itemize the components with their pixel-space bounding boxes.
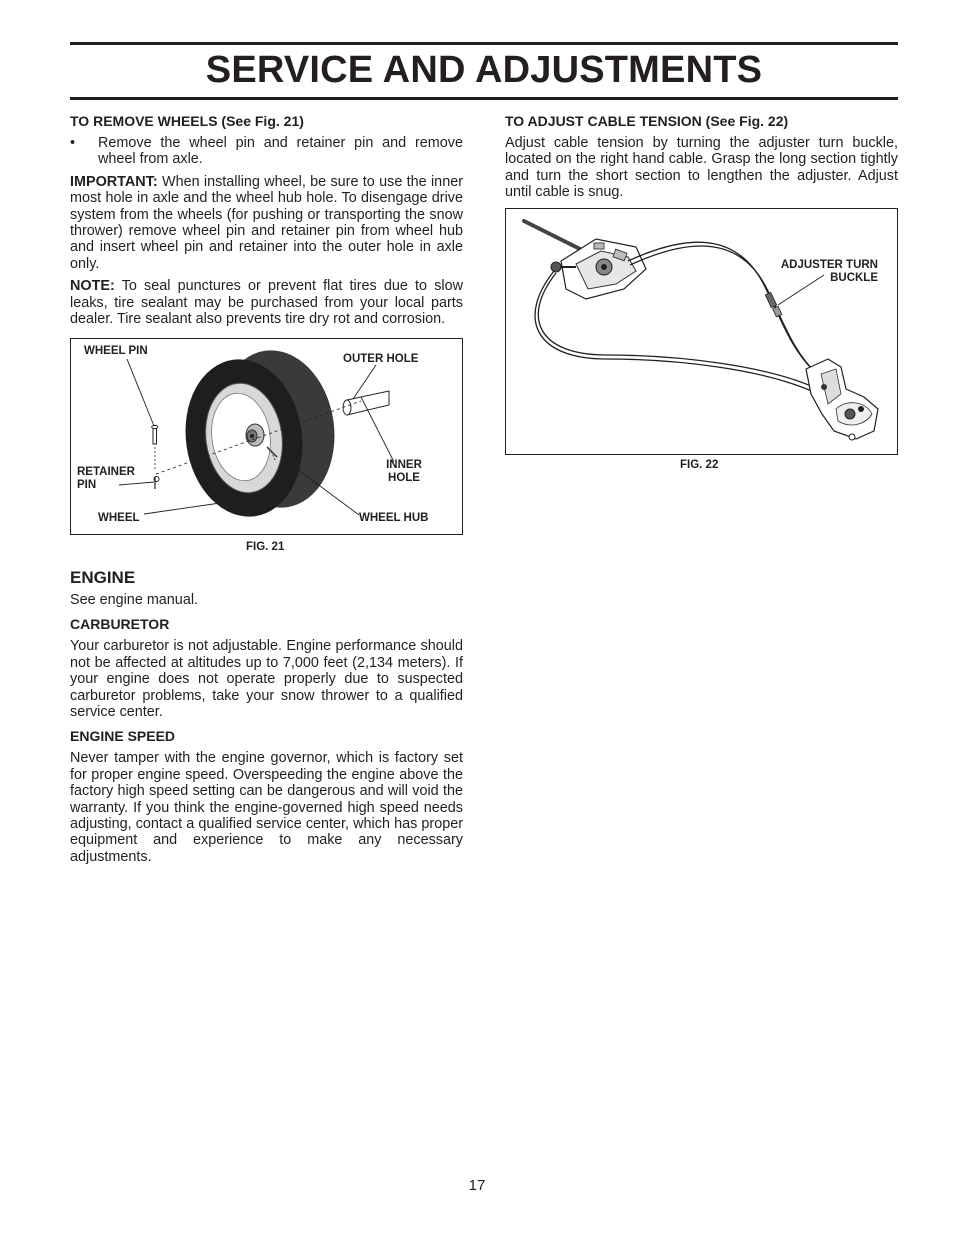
note-paragraph [70,278,463,327]
left-column-bottom [70,568,463,871]
cable-tension-heading: TO ADJUST CABLE TENSION (See Fig. 22) [505,113,789,129]
carburetor-text: Your carburetor is not adjustable. Engine performance should not be affected at altitudes up to 7,000 feet (2,134 meters). If your engine does not operate properly due to suspected carburetor problems, take your snow thrower to a qualified service center. [70,638,463,721]
right-column [505,113,898,207]
lower-bracket [806,359,878,440]
fig22-caption: FIG. 22 [680,459,719,471]
important-label: IMPORTANT: [70,173,158,190]
label-wheel: WHEEL [98,512,140,524]
note-label: NOTE: [70,278,115,295]
label-adjuster-turn-buckle [770,259,878,285]
note-text: To seal punctures or prevent flat tires due to slow leaks, tire sealant may be purchased from your local parts dealer. Tire sealant also prevents tire dry rot and corrosion. [70,278,463,328]
engine-text: See engine manual. [70,592,199,608]
wheel-illustration [71,339,462,534]
engine-heading: ENGINE [70,568,136,587]
header-rule-bottom [70,97,898,100]
engine-speed-text: Never tamper with the engine governor, which is factory set for proper engine speed. Overspeeding the engine above the factory high speed setting can be dangerous and will void the warranty. If you think the engine-governed high speed needs adjusting, contact a qualified service center, which has proper equipment and experience to make any necessary adjustments. [70,750,463,865]
label-adjuster-line2: BUCKLE [830,272,878,284]
figure-22 [505,208,898,455]
fig21-caption: FIG. 21 [246,541,285,553]
control-bracket [551,239,646,299]
label-wheel-hub: WHEEL HUB [359,512,429,524]
left-column-top [70,113,463,333]
remove-wheels-heading: TO REMOVE WHEELS (See Fig. 21) [70,113,304,129]
important-paragraph [70,174,463,272]
important-text: When installing wheel, be sure to use the inner most hole in axle and the wheel hub hole. To disengage drive system from the wheels (for pushing or transporting the snow thrower) remove wheel pin and retainer pin from wheel hub and insert wheel pin and retainer into the outer hole in axle only. [70,173,463,272]
engine-speed-heading: ENGINE SPEED [70,728,176,745]
cable-tension-text: Adjust cable tension by turning the adjuster turn buckle, located on the right hand cable. Grasp the long section tightly and turn the short section to lengthen the adjuster. Adjust until cable is snug. [505,135,898,201]
axle [343,391,389,415]
remove-wheels-bullet [70,135,463,168]
cable-illustration [506,209,897,454]
label-retainer-pin: RETAINER PIN [77,466,135,491]
label-outer-hole: OUTER HOLE [343,353,419,365]
label-adjuster-line1: ADJUSTER TURN [780,259,878,271]
control-rod [524,221,584,251]
label-wheel-pin: WHEEL PIN [84,345,148,357]
page-title: SERVICE AND ADJUSTMENTS [205,49,763,91]
carburetor-heading: CARBURETOR [70,616,170,633]
label-inner-hole: INNER HOLE [386,459,422,484]
remove-wheels-bullet-text: Remove the wheel pin and retainer pin and remove wheel from axle. [98,135,463,168]
figure-21 [70,338,463,535]
wheel-pin [152,425,158,444]
page-number: 17 [468,1177,486,1194]
retainer-pin [154,477,159,490]
bullet-dot: • [70,135,76,151]
